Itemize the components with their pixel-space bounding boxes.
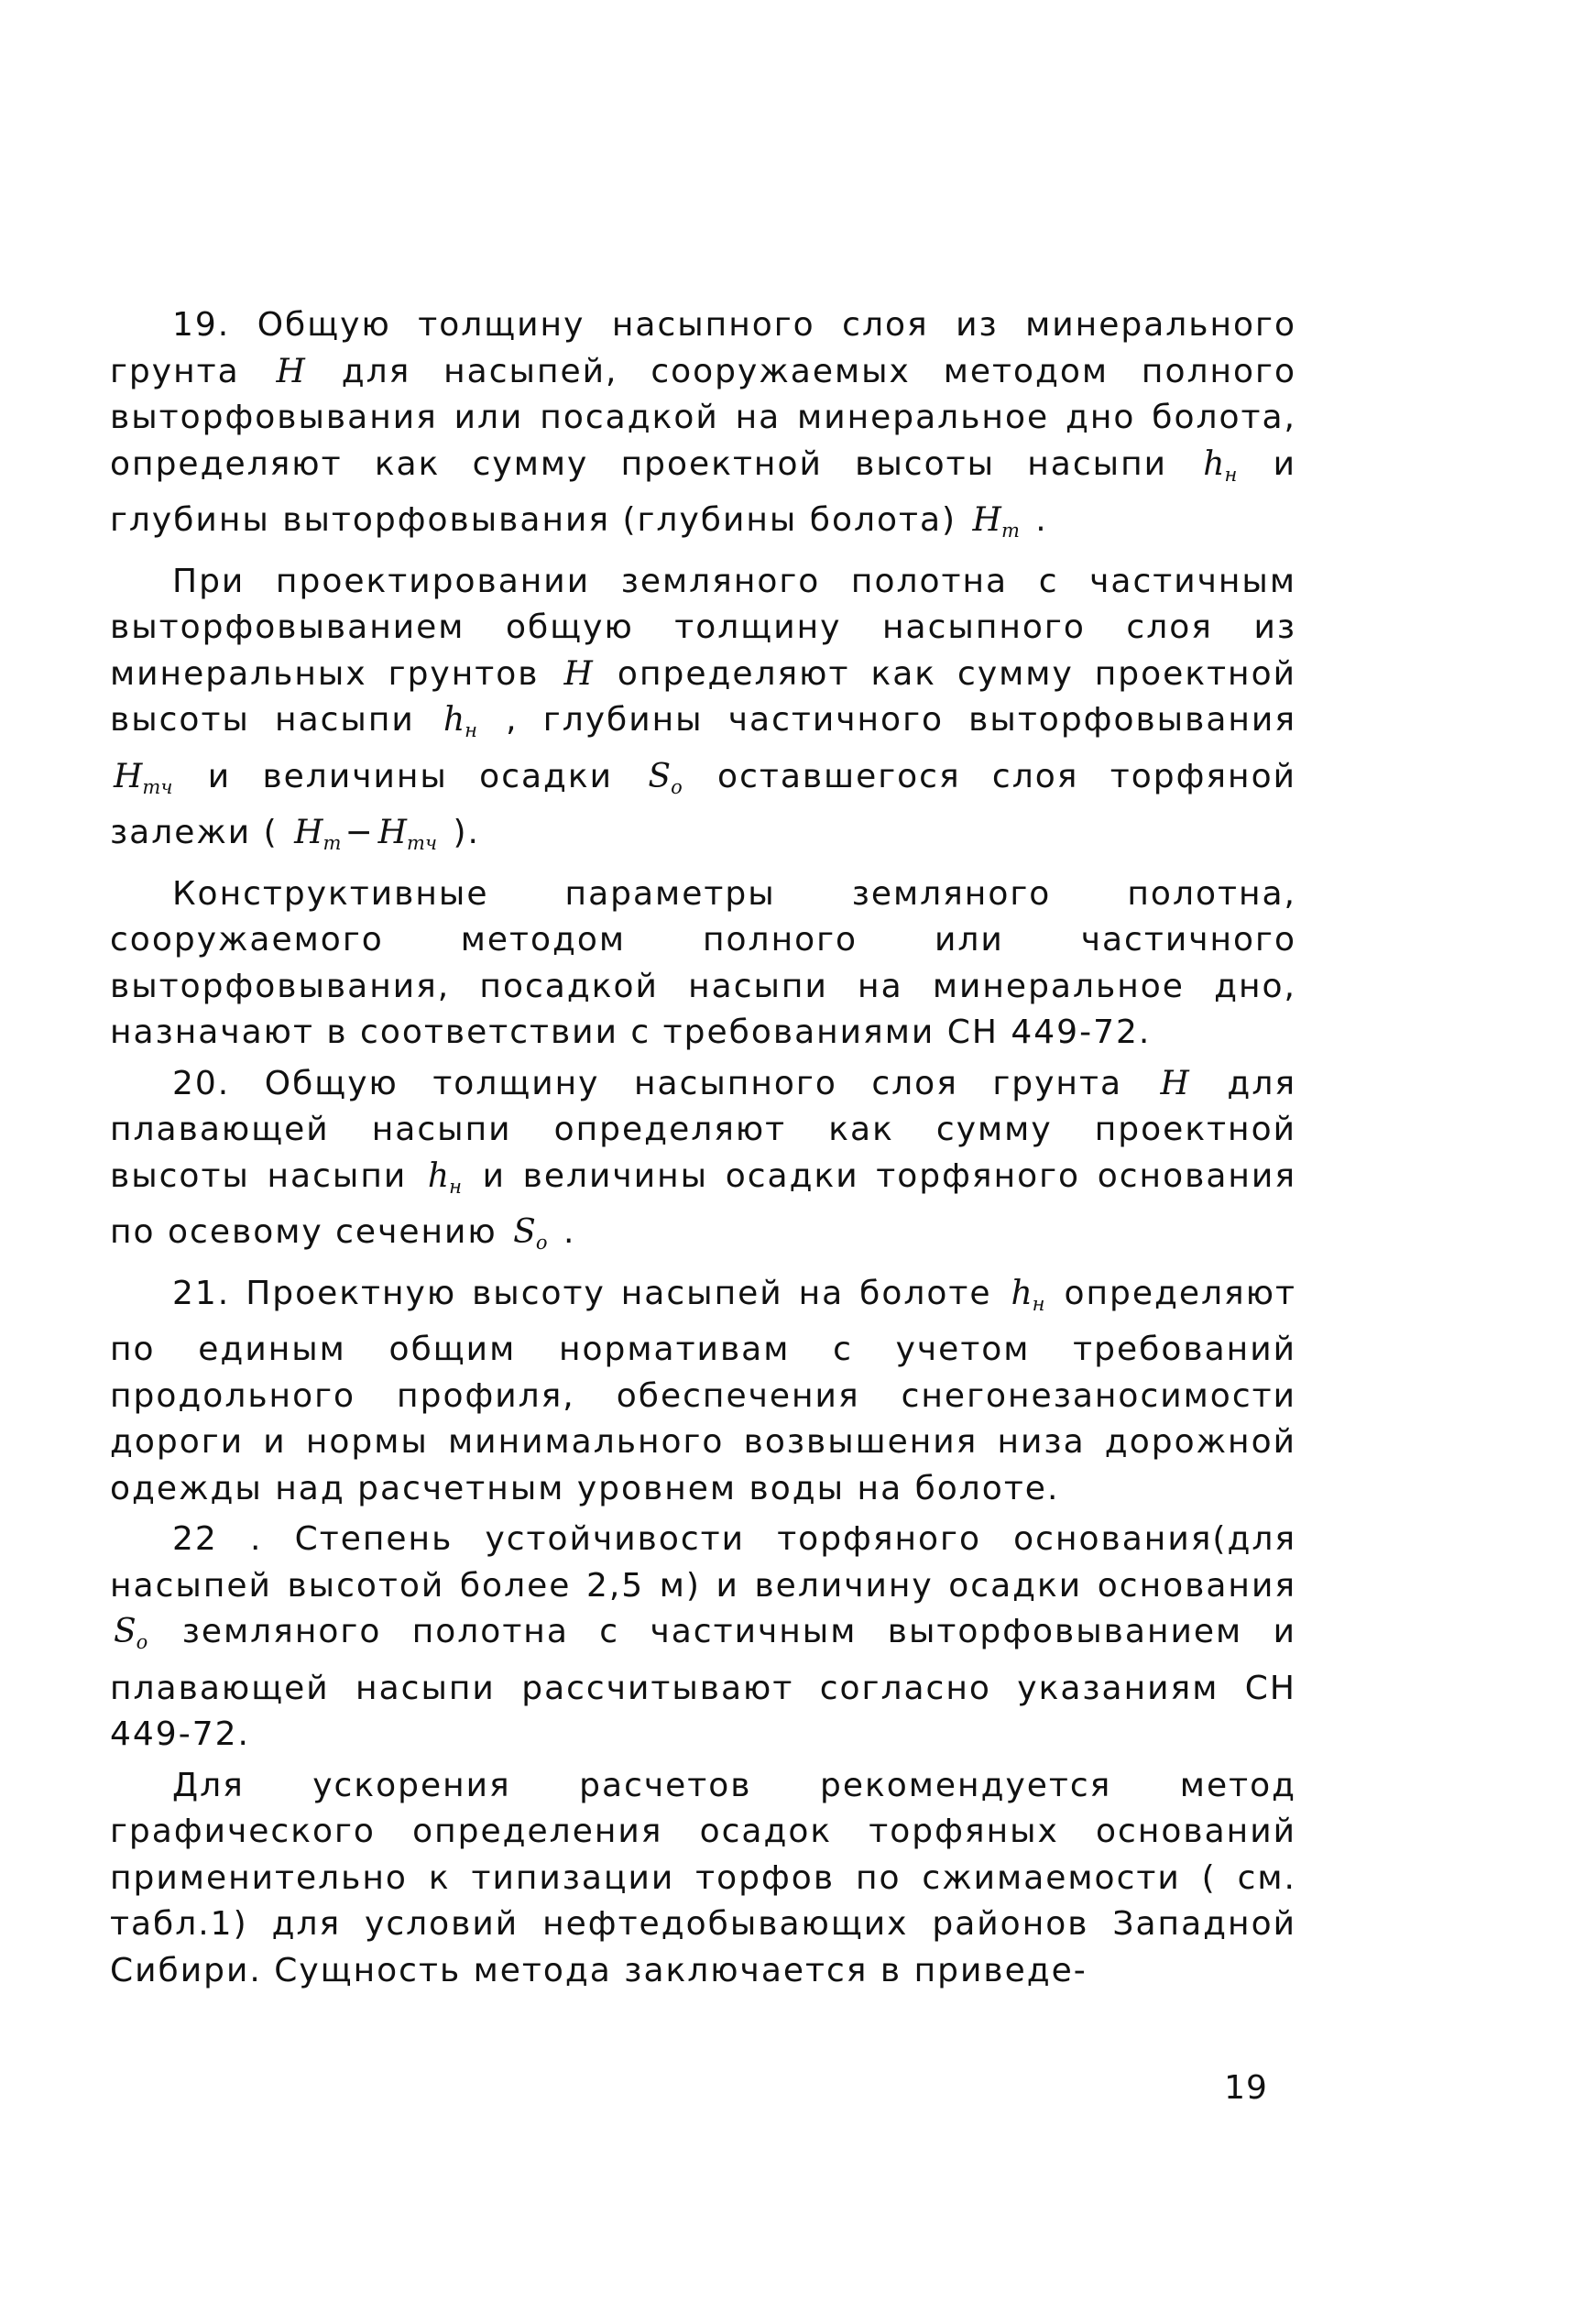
symbol-base: h	[443, 701, 465, 739]
text-run: 19. Общую толщину насыпного слоя из минерального грунта	[110, 306, 1296, 390]
symbol-subscript: т	[322, 832, 342, 854]
paragraph-20	[110, 1061, 1296, 1266]
math-symbol	[290, 814, 344, 854]
math-symbol	[110, 1613, 151, 1653]
symbol-base: h	[1011, 1274, 1033, 1312]
text-run: , глубины частичного выторфовывания	[480, 701, 1296, 739]
symbol-subscript: н	[465, 719, 477, 741]
symbol-base: H	[294, 814, 323, 851]
text-run: 21. Проектную высоту насыпей на болоте	[172, 1274, 1008, 1312]
text-run: −	[344, 814, 375, 851]
symbol-subscript: н	[1224, 463, 1238, 486]
text-run: для насыпей, сооружаемых методом полного выторфовывания или посадкой на минеральное дно болота, определяют как сумму проектной высоты насыпи	[110, 352, 1296, 483]
math-symbol	[272, 353, 308, 390]
math-symbol	[561, 655, 596, 693]
math-symbol	[1157, 1065, 1193, 1102]
symbol-subscript: тч	[407, 832, 438, 854]
paragraph-19	[110, 302, 1296, 554]
symbol-base: H	[114, 757, 143, 795]
text-run: При проектировании земляного полотна с частичным выторфовыванием общую толщину насыпного слоя из минеральных грунтов	[110, 562, 1296, 693]
math-symbol	[1199, 444, 1241, 486]
math-symbol	[644, 757, 685, 798]
text-run: определяют по единым общим нормативам с учетом требований продольного профиля, обеспечения снегонезаносимости дороги и нормы минимального возвышения низа дорожной одежды над расчетным уровнем воды на болоте.	[110, 1274, 1296, 1507]
text-run: для плавающей насыпи определяют как сумму проектной высоты насыпи	[110, 1064, 1296, 1195]
text-run: 22 . Степень устойчивости торфяного основания(для насыпей высотой более 2,5 м) и величину осадки основания	[110, 1520, 1296, 1605]
symbol-subscript: о	[136, 1631, 148, 1653]
symbol-base: S	[648, 757, 672, 795]
math-symbol	[969, 501, 1023, 542]
paragraph-22	[110, 1517, 1296, 1759]
symbol-base: H	[1160, 1064, 1189, 1102]
symbol-base: H	[563, 654, 593, 693]
symbol-subscript: о	[535, 1232, 548, 1254]
symbol-base: H	[276, 352, 305, 390]
text-run: .	[551, 1213, 576, 1251]
text-run: земляного полотна с частичным выторфовыванием и плавающей насыпи рассчитывают согласно указаниям СН 449-72.	[110, 1613, 1296, 1753]
text-run: Для ускорения расчетов рекомендуется метод графического определения осадок торфяных оснований применительно к типизации торфов по сжимаемости ( см. табл.1) для условий нефтедобывающих районов Западной Сибири. Сущность метода заключается в приведе-	[110, 1766, 1296, 1989]
math-symbol	[509, 1213, 551, 1254]
math-symbol	[440, 701, 481, 739]
math-symbol	[424, 1156, 465, 1198]
symbol-base: H	[972, 501, 1001, 539]
page-number: 19	[1224, 2069, 1268, 2107]
math-symbol	[375, 814, 441, 854]
symbol-base: S	[513, 1213, 536, 1251]
symbol-subscript: о	[671, 775, 683, 798]
text-run: оставшегося слоя торфяной залежи (	[110, 757, 1296, 851]
symbol-subscript: н	[1032, 1292, 1045, 1315]
paragraph-19-design-parameters	[110, 871, 1296, 1057]
text-run: Конструктивные параметры земляного полотна, сооружаемого методом полного или частичного выторфовывания, посадкой насыпи на минеральное дно, назначают в соответствии с требованиями СН 449-72.	[110, 874, 1296, 1051]
symbol-base: h	[1203, 444, 1225, 483]
math-symbol	[110, 757, 176, 798]
text-run: ).	[441, 814, 480, 851]
symbol-base: S	[114, 1613, 137, 1650]
paragraph-21	[110, 1271, 1296, 1513]
text-run: и глубины выторфовывания (глубины болота)	[110, 444, 1296, 539]
text-run: и величины осадки торфяного основания по осевому сечению	[110, 1156, 1296, 1251]
math-symbol	[1007, 1274, 1048, 1315]
text-run: 20. Общую толщину насыпного слоя грунта	[172, 1064, 1157, 1102]
paragraph-19-partial-excavation	[110, 559, 1296, 867]
symbol-base: h	[427, 1156, 450, 1195]
symbol-subscript: тч	[142, 775, 173, 798]
paragraph-22-graphic-method	[110, 1763, 1296, 1995]
text-run: .	[1022, 501, 1048, 539]
symbol-subscript: н	[449, 1175, 462, 1198]
body-text	[110, 302, 1296, 1999]
symbol-subscript: т	[1000, 520, 1020, 542]
text-run: определяют как сумму проектной высоты насыпи	[110, 654, 1296, 739]
symbol-base: H	[377, 814, 408, 851]
text-run: и величины осадки	[176, 757, 645, 795]
